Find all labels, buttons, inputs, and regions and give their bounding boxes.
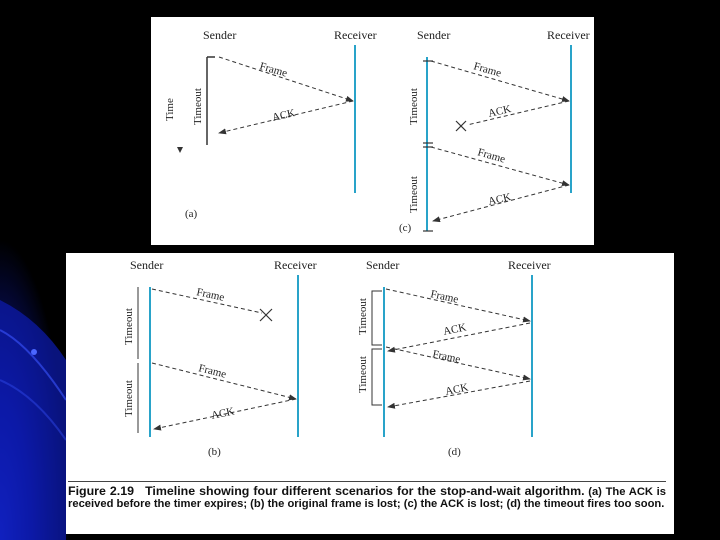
- timeout-label-c1: Timeout: [408, 88, 420, 125]
- timeout-bracket-d2: [372, 349, 382, 405]
- ack-label-a: ACK: [270, 107, 297, 124]
- scenario-d-label: (d): [448, 446, 461, 458]
- frame-label-b2: Frame: [197, 362, 228, 381]
- figure-caption: [66, 481, 674, 511]
- time-axis-arrow: [177, 147, 183, 153]
- caption-divider: [68, 481, 666, 482]
- scenario-c-label: (c): [399, 222, 412, 234]
- receiver-label-d: Receiver: [508, 258, 551, 272]
- ack-label-b: ACK: [210, 405, 236, 422]
- caption-title: Timeline showing four different scenarios for the stop-and-wait algorithm.: [145, 484, 585, 498]
- ack-label-c2: ACK: [486, 191, 513, 208]
- frame-label-c1: Frame: [472, 60, 503, 80]
- top-figure-panel: [151, 17, 594, 245]
- frame-label-d2: Frame: [431, 348, 462, 366]
- caption-body: (a) The ACK is received before the timer expires; (b) the original frame is lost; (c) the ACK is lost; (d) the timeout fires too soon.: [68, 486, 667, 511]
- timeout-label-a: Timeout: [192, 88, 204, 125]
- frame-label-c2: Frame: [476, 146, 507, 166]
- scenario-b-label: (b): [208, 446, 221, 458]
- scenario-a-label: (a): [185, 208, 198, 220]
- ack-label-d1: ACK: [442, 321, 468, 338]
- sender-label-a: Sender: [203, 28, 237, 42]
- frame-label-d1: Frame: [429, 288, 460, 306]
- frame-arrow-a: [219, 57, 353, 101]
- diagram-b-d: [66, 253, 674, 481]
- timeout-label-d1: Timeout: [357, 298, 369, 335]
- caption-figure-number: Figure 2.19: [68, 484, 134, 498]
- timeout-label-b2: Timeout: [123, 380, 135, 417]
- receiver-label-c: Receiver: [547, 28, 590, 42]
- lost-frame-x-mark: [260, 309, 272, 321]
- sender-label-b: Sender: [130, 258, 164, 272]
- sender-label-d: Sender: [366, 258, 400, 272]
- ack-label-c1: ACK: [486, 103, 513, 120]
- receiver-label-b: Receiver: [274, 258, 317, 272]
- receiver-label-a: Receiver: [334, 28, 377, 42]
- timeout-label-b1: Timeout: [123, 308, 135, 345]
- frame-label-a: Frame: [258, 60, 289, 80]
- time-axis-label: Time: [164, 98, 176, 121]
- frame-label-b1: Frame: [195, 286, 226, 304]
- timeout-bracket-d1: [372, 291, 382, 345]
- bottom-figure-panel: [66, 253, 674, 534]
- timeout-label-d2: Timeout: [357, 356, 369, 393]
- ack-label-d2: ACK: [444, 381, 470, 398]
- timeout-label-c2: Timeout: [408, 176, 420, 213]
- lost-ack-arrow-c: [467, 101, 569, 125]
- diagram-a-c: [151, 17, 594, 245]
- decorative-dot: [31, 349, 37, 355]
- caption-text: [68, 485, 666, 511]
- sender-label-c: Sender: [417, 28, 451, 42]
- lost-ack-x-mark: [456, 121, 466, 131]
